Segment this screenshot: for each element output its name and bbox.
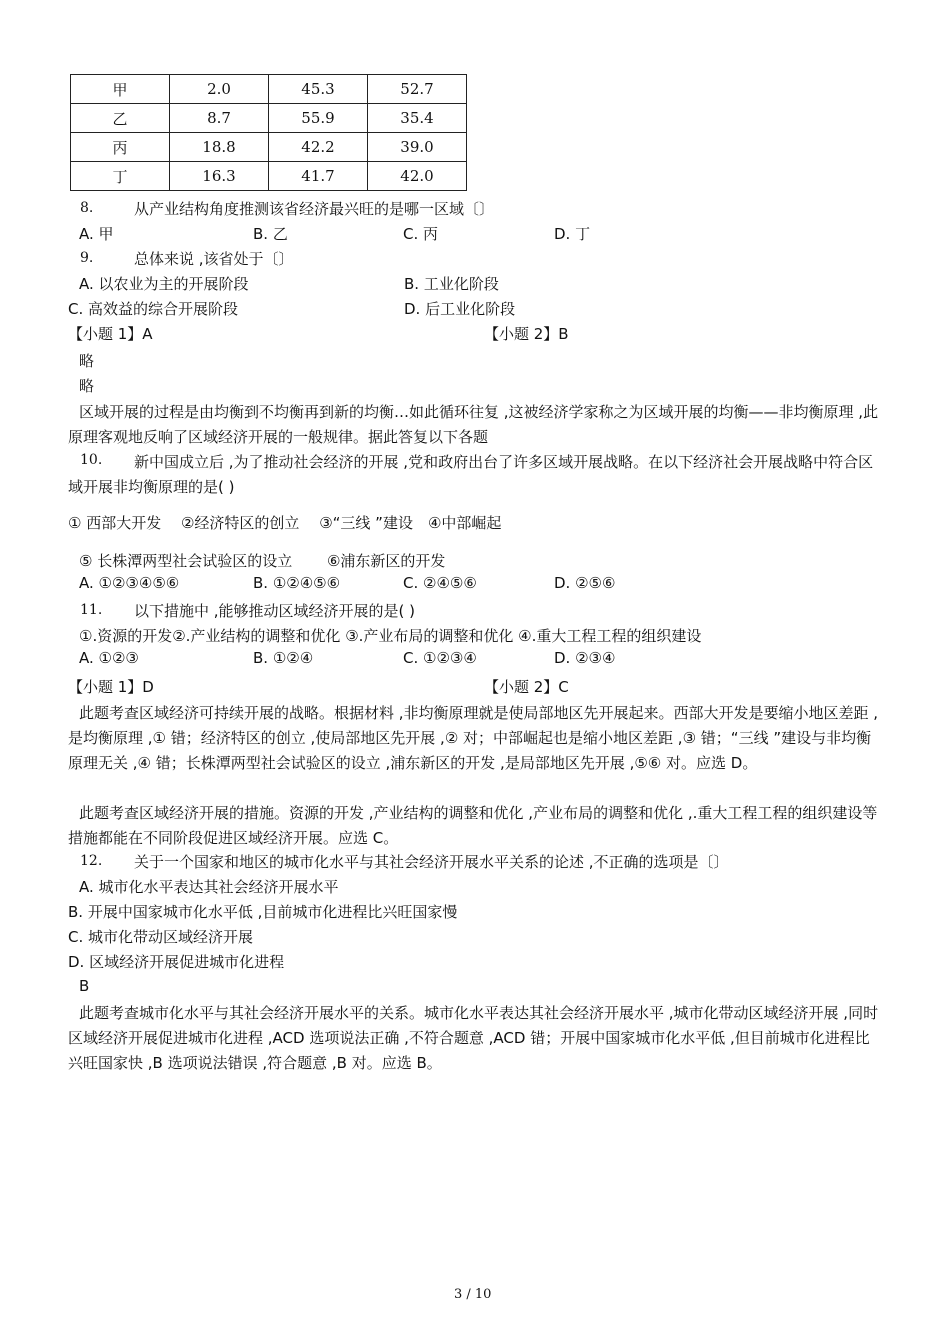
- answer-1a: 【小题 1】A: [68, 325, 153, 343]
- q8-option-b: B. 乙: [253, 225, 288, 243]
- answer-1a-note: 略: [79, 352, 95, 370]
- page-number: 3 / 10: [454, 1287, 492, 1302]
- q10-items-line1: ① 西部大开发 ②经济特区的创立 ③“三线 ”建设 ④中部崛起: [68, 514, 502, 532]
- answer-1b: 【小题 2】B: [484, 325, 569, 343]
- table-row: [71, 75, 467, 104]
- q8-option-d: D. 丁: [554, 225, 591, 243]
- q12-explanation: 此题考查城市化水平与其社会经济开展水平的关系。城市化水平表达其社会经济开展水平 ,城市化带动区域经济开展 ,同时区域经济开展促进城市化进程 ,ACD 选项说法正确 ,不符合题意 ,ACD 错；开展中国家城市化水平低 ,但目前城市化进程比兴旺国家快 ,B 选项说法错误 ,符合题意 ,B 对。应选 B。: [68, 1004, 879, 1072]
- region-industry-table: [70, 74, 467, 191]
- region-cell: 甲: [71, 75, 170, 104]
- q9-stem: 总体来说 ,该省处于〔〕: [134, 250, 294, 268]
- q12-number: 12.: [80, 853, 103, 869]
- q11-option-d: D. ②③④: [554, 649, 616, 667]
- answer-1b-note: 略: [79, 377, 95, 395]
- q9-option-d: D. 后工业化阶段: [404, 300, 516, 318]
- answer-2a: 【小题 1】D: [68, 678, 154, 696]
- value-cell: 41.7: [269, 162, 368, 191]
- q9-option-a: A. 以农业为主的开展阶段: [79, 275, 249, 293]
- q10-option-a: A. ①②③④⑤⑥: [79, 574, 180, 592]
- q12-option-d: D. 区域经济开展促进城市化进程: [68, 953, 285, 971]
- value-cell: 18.8: [170, 133, 269, 162]
- q10-items-line2: ⑤ 长株潭两型社会试验区的设立 ⑥浦东新区的开发: [79, 552, 446, 570]
- table-row: [71, 162, 467, 191]
- value-cell: 42.0: [368, 162, 467, 191]
- q11-items: ①.资源的开发②.产业结构的调整和优化 ③.产业布局的调整和优化 ④.重大工程工程的组织建设: [79, 627, 702, 645]
- q11-option-b: B. ①②④: [253, 649, 314, 667]
- q8-option-c: C. 丙: [403, 225, 439, 243]
- region-cell: 丙: [71, 133, 170, 162]
- table-row: [71, 104, 467, 133]
- value-cell: 45.3: [269, 75, 368, 104]
- q12-option-c: C. 城市化带动区域经济开展: [68, 928, 254, 946]
- value-cell: 16.3: [170, 162, 269, 191]
- q10-number: 10.: [80, 452, 103, 468]
- q11-option-c: C. ①②③④: [403, 649, 477, 667]
- q8-stem: 从产业结构角度推测该省经济最兴旺的是哪一区域〔〕: [134, 200, 495, 218]
- passage-text: 区域开展的过程是由均衡到不均衡再到新的均衡…如此循环往复 ,这被经济学家称之为区域开展的均衡——非均衡原理 ,此原理客观地反响了区域经济开展的一般规律。据此答复以下各题: [68, 403, 879, 446]
- value-cell: 52.7: [368, 75, 467, 104]
- q12-option-a: A. 城市化水平表达其社会经济开展水平: [79, 878, 339, 896]
- value-cell: 35.4: [368, 104, 467, 133]
- table-row: [71, 133, 467, 162]
- q11-stem: 以下措施中 ,能够推动区域经济开展的是( ): [134, 602, 416, 620]
- q8-option-a: A. 甲: [79, 225, 114, 243]
- answer-2a-explanation: 此题考查区域经济可持续开展的战略。根据材料 ,非均衡原理就是使局部地区先开展起来。西部大开发是要缩小地区差距 ,是均衡原理 ,① 错；经济特区的创立 ,使局部地区先开展 ,② 对；中部崛起也是缩小地区差距 ,③ 错；“三线 ”建设与非均衡原理无关 ,④ 错；长株潭两型社会试验区的设立 ,浦东新区的开发 ,是局部地区先开展 ,⑤⑥ 对。应选 D。: [68, 704, 879, 772]
- region-cell: 丁: [71, 162, 170, 191]
- q9-option-c: C. 高效益的综合开展阶段: [68, 300, 239, 318]
- q8-number: 8.: [80, 200, 94, 216]
- value-cell: 2.0: [170, 75, 269, 104]
- q12-stem: 关于一个国家和地区的城市化水平与其社会经济开展水平关系的论述 ,不正确的选项是〔〕: [134, 853, 729, 871]
- value-cell: 39.0: [368, 133, 467, 162]
- q11-number: 11.: [80, 602, 103, 618]
- region-cell: 乙: [71, 104, 170, 133]
- q9-option-b: B. 工业化阶段: [404, 275, 499, 293]
- answer-2b: 【小题 2】C: [484, 678, 569, 696]
- q10-option-d: D. ②⑤⑥: [554, 574, 616, 592]
- q10-option-c: C. ②④⑤⑥: [403, 574, 477, 592]
- answer-2b-explanation: 此题考查区域经济开展的措施。资源的开发 ,产业结构的调整和优化 ,产业布局的调整和优化 ,.重大工程工程的组织建设等措施都能在不同阶段促进区域经济开展。应选 C。: [68, 804, 878, 847]
- q12-answer: B: [79, 977, 90, 995]
- value-cell: 55.9: [269, 104, 368, 133]
- q10-stem: 新中国成立后 ,为了推动社会经济的开展 ,党和政府出台了许多区域开展战略。在以下经济社会开展战略中符合区域开展非均衡原理的是( ): [68, 453, 874, 496]
- value-cell: 8.7: [170, 104, 269, 133]
- q11-option-a: A. ①②③: [79, 649, 139, 667]
- q9-number: 9.: [80, 250, 94, 266]
- q10-option-b: B. ①②④⑤⑥: [253, 574, 341, 592]
- value-cell: 42.2: [269, 133, 368, 162]
- q12-option-b: B. 开展中国家城市化水平低 ,目前城市化进程比兴旺国家慢: [68, 903, 458, 921]
